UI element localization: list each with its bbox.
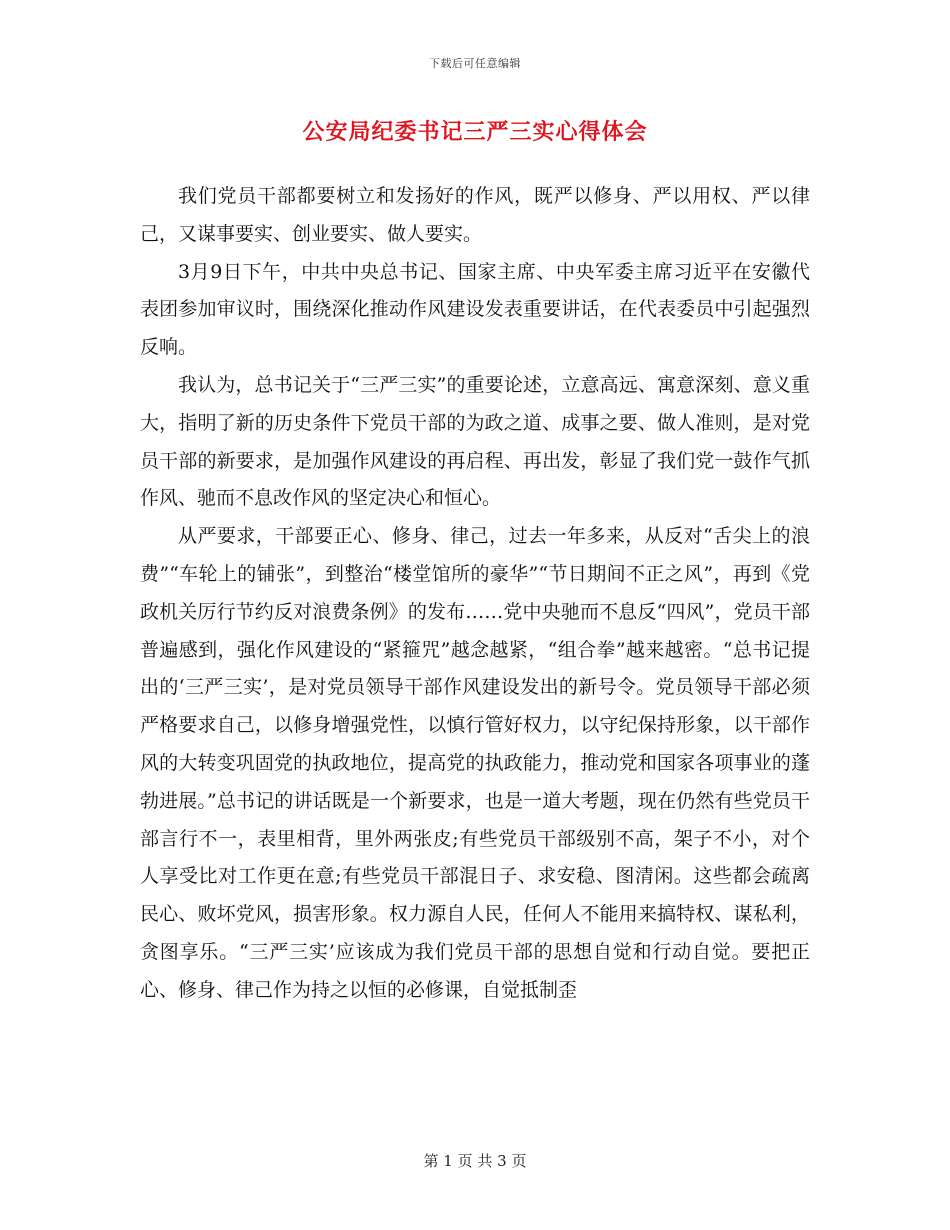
document-body — [140, 178, 810, 1010]
paragraph-1: 我们党员干部都要树立和发扬好的作风，既严以修身、严以用权、严以律己，又谋事要实、创业要实、做人要实。 — [140, 185, 810, 245]
paragraph-2: 3月9日下午，中共中央总书记、国家主席、中央军委主席习近平在安徽代表团参加审议时，围绕深化推动作风建设发表重要讲话，在代表委员中引起强烈反响。 — [140, 260, 810, 359]
page-number: 第 1 页 共 3 页 — [423, 1152, 527, 1170]
paragraph-3: 我认为，总书记关于“三严三实”的重要论述，立意高远、寓意深刻、意义重大，指明了新的历史条件下党员干部的为政之道、成事之要、做人准则，是对党员干部的新要求，是加强作风建设的再启程、再出发，彰显了我们党一鼓作气抓作风、驰而不息改作风的坚定决心和恒心。 — [140, 373, 810, 510]
paragraph-4: 从严要求，干部要正心、修身、律己，过去一年多来，从反对“舌尖上的浪费”“车轮上的铺张”，到整治“楼堂馆所的豪华”“节日期间不正之风”，再到《党政机关厉行节约反对浪费条例》的发布……党中央驰而不息反“四风”，党员干部普遍感到，强化作风建设的“紧箍咒”越念越紧，“组合拳”越来越密。“总书记提出的‘三严三实’，是对党员领导干部作风建设发出的新号令。党员领导干部必须严格要求自己，以修身增强党性，以慎行管好权力，以守纪保持形象，以干部作风的大转变巩固党的执政地位，提高党的执政能力，推动党和国家各项事业的蓬勃进展。”总书记的讲话既是一个新要求，也是一道大考题，现在仍然有些党员干部言行不一，表里相背，里外两张皮;有些党员干部级别不高，架子不小，对个人享受比对工作更在意;有些党员干部混日子、求安稳、图清闲。这些都会疏离民心、败坏党风，损害形象。权力源自人民，任何人不能用来搞特权、谋私利，贪图享乐。“三严三实’应该成为我们党员干部的思想自觉和行动自觉。要把正心、修身、律己作为持之以恒的必修课，自觉抵制歪 — [140, 525, 810, 1001]
page-header-note: 下载后可任意编辑 — [429, 57, 521, 70]
document-title: 公安局纪委书记三严三实心得体会 — [302, 119, 648, 145]
